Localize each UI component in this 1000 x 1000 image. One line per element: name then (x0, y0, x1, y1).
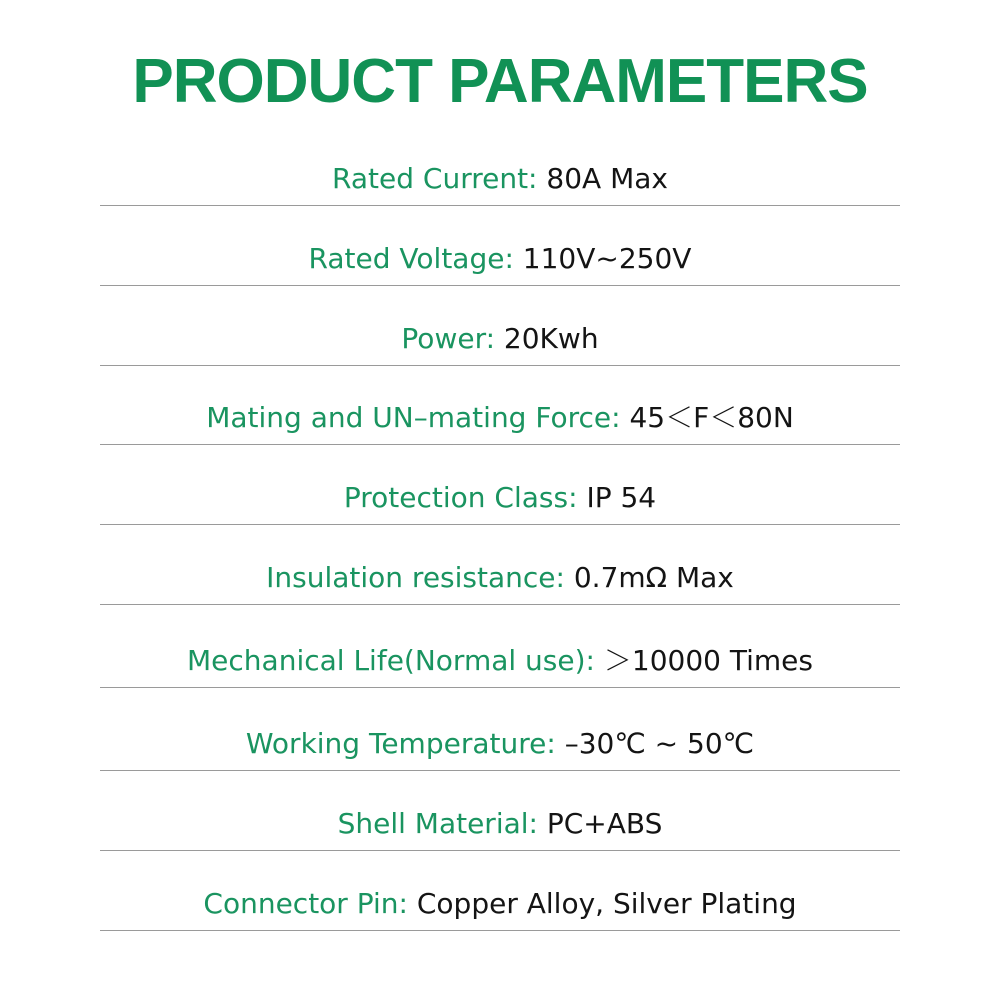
param-label: Power: (401, 322, 504, 355)
param-label: Insulation resistance: (266, 561, 574, 594)
param-value: –30℃ ~ 50℃ (564, 727, 755, 760)
param-row-rated-voltage (100, 206, 900, 286)
param-row-working-temperature (100, 688, 900, 771)
param-value: IP 54 (586, 481, 657, 514)
param-value: ＞10000 Times (603, 644, 813, 677)
param-row-power (100, 286, 900, 366)
param-value: PC+ABS (546, 807, 663, 840)
param-label: Mating and UN–mating Force: (206, 401, 630, 434)
param-row-rated-current (100, 150, 900, 206)
param-label: Rated Current: (332, 162, 547, 195)
param-row-mating-force (100, 366, 900, 445)
param-label: Connector Pin: (203, 887, 417, 920)
param-row-protection-class (100, 445, 900, 525)
param-value: 0.7mΩ Max (573, 561, 734, 594)
param-value: 110V~250V (522, 242, 692, 275)
param-value: 45＜F＜80N (629, 401, 794, 434)
param-value: 80A Max (546, 162, 668, 195)
param-value: Copper Alloy, Silver Plating (416, 887, 797, 920)
param-label: Working Temperature: (245, 727, 565, 760)
parameter-list (100, 0, 900, 1000)
param-row-shell-material (100, 771, 900, 851)
param-label: Shell Material: (337, 807, 547, 840)
param-label: Rated Voltage: (308, 242, 523, 275)
page-title: PRODUCT PARAMETERS (132, 47, 868, 116)
param-row-insulation-resistance (100, 525, 900, 605)
param-row-connector-pin (100, 851, 900, 931)
param-row-mechanical-life (100, 605, 900, 688)
param-value: 20Kwh (503, 322, 599, 355)
param-label: Mechanical Life(Normal use): (187, 644, 604, 677)
param-label: Protection Class: (343, 481, 587, 514)
